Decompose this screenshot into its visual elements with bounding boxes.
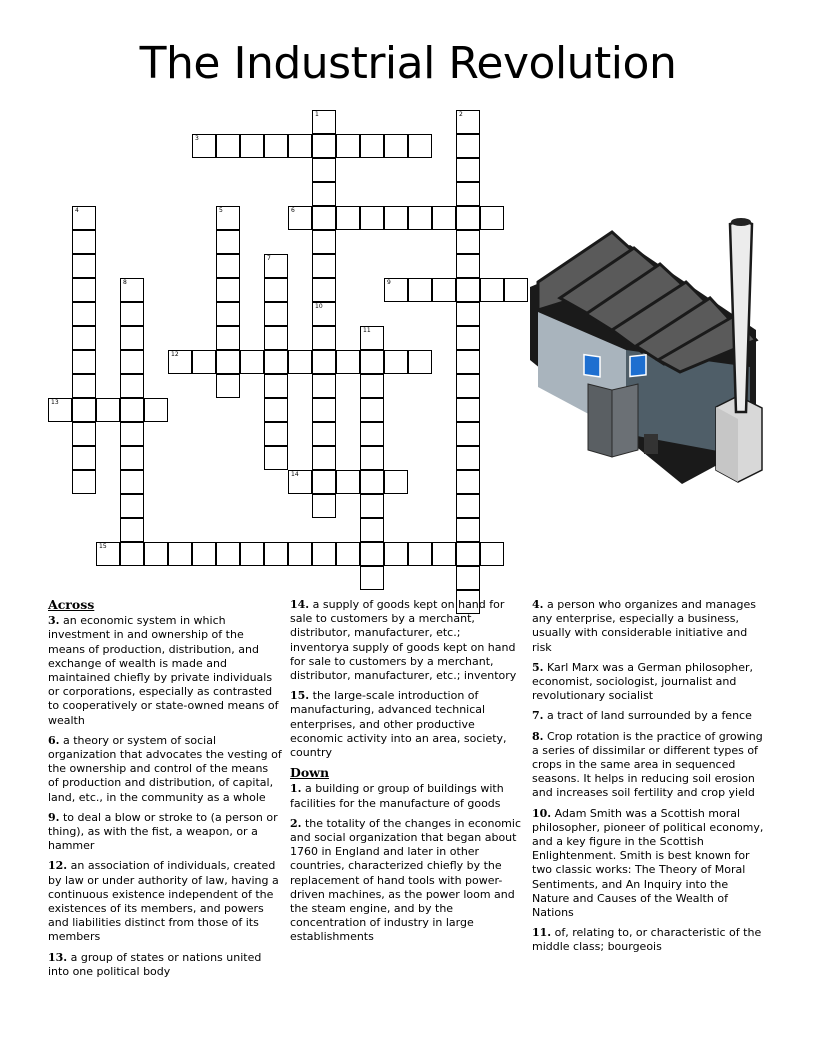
grid-cell[interactable] xyxy=(408,542,432,566)
clues-column-1 xyxy=(48,598,282,985)
grid-cell[interactable] xyxy=(408,206,432,230)
clue-item xyxy=(290,817,522,945)
grid-cell[interactable] xyxy=(192,134,216,158)
grid-cell[interactable] xyxy=(288,350,312,374)
grid-cell[interactable] xyxy=(216,542,240,566)
clue-number: 10 xyxy=(315,303,323,310)
grid-cell[interactable] xyxy=(216,326,240,350)
grid-cell[interactable] xyxy=(120,494,144,518)
grid-cell[interactable] xyxy=(72,230,96,254)
grid-cell[interactable] xyxy=(384,134,408,158)
across-clues-part1 xyxy=(48,614,282,979)
clue-number: 15 xyxy=(99,543,107,550)
clue-item xyxy=(290,598,522,683)
grid-cell[interactable] xyxy=(360,398,384,422)
grid-cell[interactable] xyxy=(96,398,120,422)
clue-text: a building or group of buildings with facilities for the manufacture of goods xyxy=(290,782,504,810)
grid-cell[interactable] xyxy=(96,542,120,566)
grid-cell[interactable] xyxy=(360,446,384,470)
grid-cell[interactable] xyxy=(72,326,96,350)
clue-text: an economic system in which investment in and ownership of the means of production, distribution, and exchange of wealth is made and maintained chiefly by private individuals or corporations, especially as contrasted to cooperatively or state-owned means of wealth xyxy=(48,614,279,727)
grid-cell[interactable] xyxy=(264,326,288,350)
grid-cell[interactable] xyxy=(504,278,528,302)
clue-text: Crop rotation is the practice of growing a series of dissimilar or different types of crops in the same area in sequenced seasons. It helps in reducing soil erosion and increases soil fertility and crop yield xyxy=(532,729,763,800)
clue-item xyxy=(532,926,768,954)
grid-cell[interactable] xyxy=(144,398,168,422)
grid-cell[interactable] xyxy=(456,446,480,470)
clue-text: a supply of goods kept on hand for sale to customers by a merchant, distributor, manufacturer, etc.; inventorya supply of goods kept on hand for sale to customers by a merchant, distributor, manufacturer, etc.; inventory xyxy=(290,598,517,683)
grid-cell[interactable] xyxy=(216,374,240,398)
grid-cell[interactable] xyxy=(312,374,336,398)
grid-cell[interactable] xyxy=(264,398,288,422)
grid-cell[interactable] xyxy=(264,134,288,158)
clue-num: 15. xyxy=(290,689,310,703)
grid-cell[interactable] xyxy=(216,350,240,374)
down-heading: Down xyxy=(290,765,330,781)
clue-num: 5. xyxy=(532,660,544,674)
across-clues-part2 xyxy=(290,598,522,760)
grid-cell[interactable] xyxy=(384,350,408,374)
grid-cell[interactable] xyxy=(72,302,96,326)
clue-num: 1. xyxy=(290,782,302,796)
grid-cell[interactable] xyxy=(408,134,432,158)
grid-cell[interactable] xyxy=(480,542,504,566)
clue-text: a tract of land surrounded by a fence xyxy=(543,709,752,723)
grid-cell[interactable] xyxy=(432,542,456,566)
grid-cell[interactable] xyxy=(432,278,456,302)
grid-cell[interactable] xyxy=(264,422,288,446)
grid-cell[interactable] xyxy=(360,566,384,590)
grid-cell[interactable] xyxy=(312,182,336,206)
grid-cell[interactable] xyxy=(264,374,288,398)
grid-cell[interactable] xyxy=(432,206,456,230)
grid-cell[interactable] xyxy=(192,350,216,374)
grid-cell[interactable] xyxy=(240,542,264,566)
clue-text: to deal a blow or stroke to (a person or thing), as with the fist, a weapon, or a hammer xyxy=(48,810,278,853)
clue-number: 14 xyxy=(291,471,299,478)
clue-number: 2 xyxy=(459,111,463,118)
clue-item xyxy=(532,807,768,921)
grid-cell[interactable] xyxy=(312,230,336,254)
grid-cell[interactable] xyxy=(336,542,360,566)
clues-column-2 xyxy=(290,598,522,951)
grid-cell[interactable] xyxy=(312,350,336,374)
clue-text: a theory or system of social organization that advocates the vesting of the ownership and control of the means of production and distribution, of capital, land, etc., in the community as a whole xyxy=(48,733,282,804)
grid-cell[interactable] xyxy=(312,254,336,278)
grid-cell[interactable] xyxy=(216,134,240,158)
grid-cell[interactable] xyxy=(312,326,336,350)
grid-cell[interactable] xyxy=(312,158,336,182)
grid-cell[interactable] xyxy=(72,254,96,278)
clue-text: Karl Marx was a German philosopher, economist, sociologist, journalist and revolutionary socialist xyxy=(532,660,754,703)
clue-number: 13 xyxy=(51,399,59,406)
grid-cell[interactable] xyxy=(168,542,192,566)
grid-cell[interactable] xyxy=(168,350,192,374)
grid-cell[interactable] xyxy=(312,494,336,518)
grid-cell[interactable] xyxy=(360,326,384,350)
grid-cell[interactable] xyxy=(288,470,312,494)
grid-cell[interactable] xyxy=(216,254,240,278)
grid-cell[interactable] xyxy=(456,302,480,326)
clue-text: the large-scale introduction of manufacturing, advanced technical enterprises, and other productive economic activity into an area, society, country xyxy=(290,689,507,760)
page-title: The Industrial Revolution xyxy=(139,38,677,89)
clue-number: 9 xyxy=(387,279,391,286)
clue-item xyxy=(532,730,768,801)
clue-item xyxy=(532,661,768,704)
factory-illustration xyxy=(530,212,774,492)
grid-cell[interactable] xyxy=(456,542,480,566)
clue-item xyxy=(290,782,522,810)
grid-cell[interactable] xyxy=(120,446,144,470)
grid-cell[interactable] xyxy=(72,470,96,494)
grid-cell[interactable] xyxy=(456,494,480,518)
grid-cell[interactable] xyxy=(456,470,480,494)
grid-cell[interactable] xyxy=(72,278,96,302)
grid-cell[interactable] xyxy=(72,350,96,374)
clue-num: 8. xyxy=(532,729,544,743)
clue-item xyxy=(290,689,522,760)
grid-cell[interactable] xyxy=(336,350,360,374)
grid-cell[interactable] xyxy=(120,542,144,566)
grid-cell[interactable] xyxy=(216,302,240,326)
grid-cell[interactable] xyxy=(264,350,288,374)
clue-item xyxy=(48,951,282,979)
grid-cell[interactable] xyxy=(456,206,480,230)
clue-num: 4. xyxy=(532,598,544,611)
clue-num: 13. xyxy=(48,950,68,964)
grid-cell[interactable] xyxy=(456,182,480,206)
grid-cell[interactable] xyxy=(240,134,264,158)
clue-num: 6. xyxy=(48,733,60,747)
clue-num: 14. xyxy=(290,598,310,611)
clue-num: 10. xyxy=(532,806,552,820)
grid-cell[interactable] xyxy=(360,350,384,374)
grid-cell[interactable] xyxy=(312,470,336,494)
grid-cell[interactable] xyxy=(360,422,384,446)
grid-cell[interactable] xyxy=(384,206,408,230)
grid-cell[interactable] xyxy=(456,326,480,350)
grid-cell[interactable] xyxy=(456,422,480,446)
grid-cell[interactable] xyxy=(456,158,480,182)
grid-cell[interactable] xyxy=(456,374,480,398)
clues-column-3 xyxy=(532,598,768,961)
grid-cell[interactable] xyxy=(360,470,384,494)
grid-cell[interactable] xyxy=(216,230,240,254)
clue-num: 12. xyxy=(48,859,68,873)
clue-text: the totality of the changes in economic and social organization that began about 1760 in England and later in other countries, characterized chiefly by the replacement of hand tools with power-driven machines, as the power loom and the steam engine, and by the concentration of industry in large establishments xyxy=(290,816,522,944)
grid-cell[interactable] xyxy=(120,398,144,422)
grid-cell[interactable] xyxy=(456,398,480,422)
grid-cell[interactable] xyxy=(264,254,288,278)
grid-cell[interactable] xyxy=(360,518,384,542)
clue-text: a group of states or nations united into one political body xyxy=(48,950,262,978)
clue-number: 12 xyxy=(171,351,179,358)
grid-cell[interactable] xyxy=(264,278,288,302)
clue-num: 3. xyxy=(48,614,60,628)
grid-cell[interactable] xyxy=(264,302,288,326)
grid-cell[interactable] xyxy=(480,206,504,230)
clue-text: of, relating to, or characteristic of the middle class; bourgeois xyxy=(532,926,762,954)
grid-cell[interactable] xyxy=(120,518,144,542)
grid-cell[interactable] xyxy=(360,494,384,518)
clue-item xyxy=(48,859,282,944)
clue-num: 9. xyxy=(48,810,60,824)
grid-cell[interactable] xyxy=(336,470,360,494)
grid-cell[interactable] xyxy=(120,350,144,374)
grid-cell[interactable] xyxy=(288,206,312,230)
grid-cell[interactable] xyxy=(288,542,312,566)
clue-item xyxy=(532,598,768,655)
grid-cell[interactable] xyxy=(312,134,336,158)
grid-cell[interactable] xyxy=(120,302,144,326)
grid-cell[interactable] xyxy=(384,278,408,302)
grid-cell[interactable] xyxy=(48,398,72,422)
grid-cell[interactable] xyxy=(336,206,360,230)
clue-number: 8 xyxy=(123,279,127,286)
clue-item xyxy=(532,709,768,723)
grid-cell[interactable] xyxy=(312,110,336,134)
grid-cell[interactable] xyxy=(312,446,336,470)
grid-cell[interactable] xyxy=(72,446,96,470)
clue-number: 7 xyxy=(267,255,271,262)
grid-cell[interactable] xyxy=(72,422,96,446)
grid-cell[interactable] xyxy=(456,278,480,302)
grid-cell[interactable] xyxy=(408,350,432,374)
grid-cell[interactable] xyxy=(120,470,144,494)
clue-item xyxy=(48,734,282,805)
grid-cell[interactable] xyxy=(264,542,288,566)
grid-cell[interactable] xyxy=(72,398,96,422)
grid-cell[interactable] xyxy=(480,278,504,302)
clue-num: 11. xyxy=(532,926,552,940)
grid-cell[interactable] xyxy=(360,206,384,230)
grid-cell[interactable] xyxy=(408,278,432,302)
clue-number: 11 xyxy=(363,327,371,334)
grid-cell[interactable] xyxy=(336,134,360,158)
grid-cell[interactable] xyxy=(72,374,96,398)
clue-number: 1 xyxy=(315,111,319,118)
down-clues-part2 xyxy=(532,598,768,955)
clue-number: 6 xyxy=(291,207,295,214)
clue-text: an association of individuals, created by law or under authority of law, having a continuous existence independent of the existences of its members, and powers and liabilities distinct from those of its members xyxy=(48,859,279,944)
grid-cell[interactable] xyxy=(120,326,144,350)
grid-cell[interactable] xyxy=(312,206,336,230)
clue-text: a person who organizes and manages any enterprise, especially a business, usually with considerable initiative and risk xyxy=(532,598,757,654)
grid-cell[interactable] xyxy=(120,422,144,446)
grid-cell[interactable] xyxy=(312,398,336,422)
grid-cell[interactable] xyxy=(312,302,336,326)
grid-cell[interactable] xyxy=(312,542,336,566)
clue-num: 2. xyxy=(290,816,302,830)
grid-cell[interactable] xyxy=(312,422,336,446)
clue-number: 5 xyxy=(219,207,223,214)
grid-cell[interactable] xyxy=(288,134,312,158)
across-heading: Across xyxy=(48,597,95,612)
grid-cell[interactable] xyxy=(192,542,216,566)
grid-cell[interactable] xyxy=(360,134,384,158)
grid-cell[interactable] xyxy=(360,542,384,566)
grid-cell[interactable] xyxy=(384,470,408,494)
grid-cell[interactable] xyxy=(120,278,144,302)
clue-number: 3 xyxy=(195,135,199,142)
grid-cell[interactable] xyxy=(312,278,336,302)
grid-cell[interactable] xyxy=(456,134,480,158)
grid-cell[interactable] xyxy=(144,542,168,566)
down-clues-part1 xyxy=(290,782,522,944)
grid-cell[interactable] xyxy=(216,278,240,302)
grid-cell[interactable] xyxy=(216,206,240,230)
grid-cell[interactable] xyxy=(360,374,384,398)
clue-text: Adam Smith was a Scottish moral philosopher, pioneer of political economy, and a key figure in the Scottish Enlightenment. Smith is best known for two classic works: The Theory of Moral Sentiments, and An Inquiry into the Nature and Causes of the Wealth of Nations xyxy=(532,806,764,920)
grid-cell[interactable] xyxy=(72,206,96,230)
grid-cell[interactable] xyxy=(120,374,144,398)
clue-item xyxy=(48,614,282,728)
window-right xyxy=(630,355,646,377)
grid-cell[interactable] xyxy=(384,542,408,566)
grid-cell[interactable] xyxy=(456,350,480,374)
grid-cell[interactable] xyxy=(456,254,480,278)
grid-cell[interactable] xyxy=(264,446,288,470)
grid-cell[interactable] xyxy=(456,518,480,542)
clue-number: 4 xyxy=(75,207,79,214)
clue-item xyxy=(48,811,282,854)
grid-cell[interactable] xyxy=(456,110,480,134)
grid-cell[interactable] xyxy=(456,566,480,590)
window-left xyxy=(584,355,600,377)
grid-cell[interactable] xyxy=(456,230,480,254)
grid-cell[interactable] xyxy=(240,350,264,374)
clue-num: 7. xyxy=(532,709,544,723)
